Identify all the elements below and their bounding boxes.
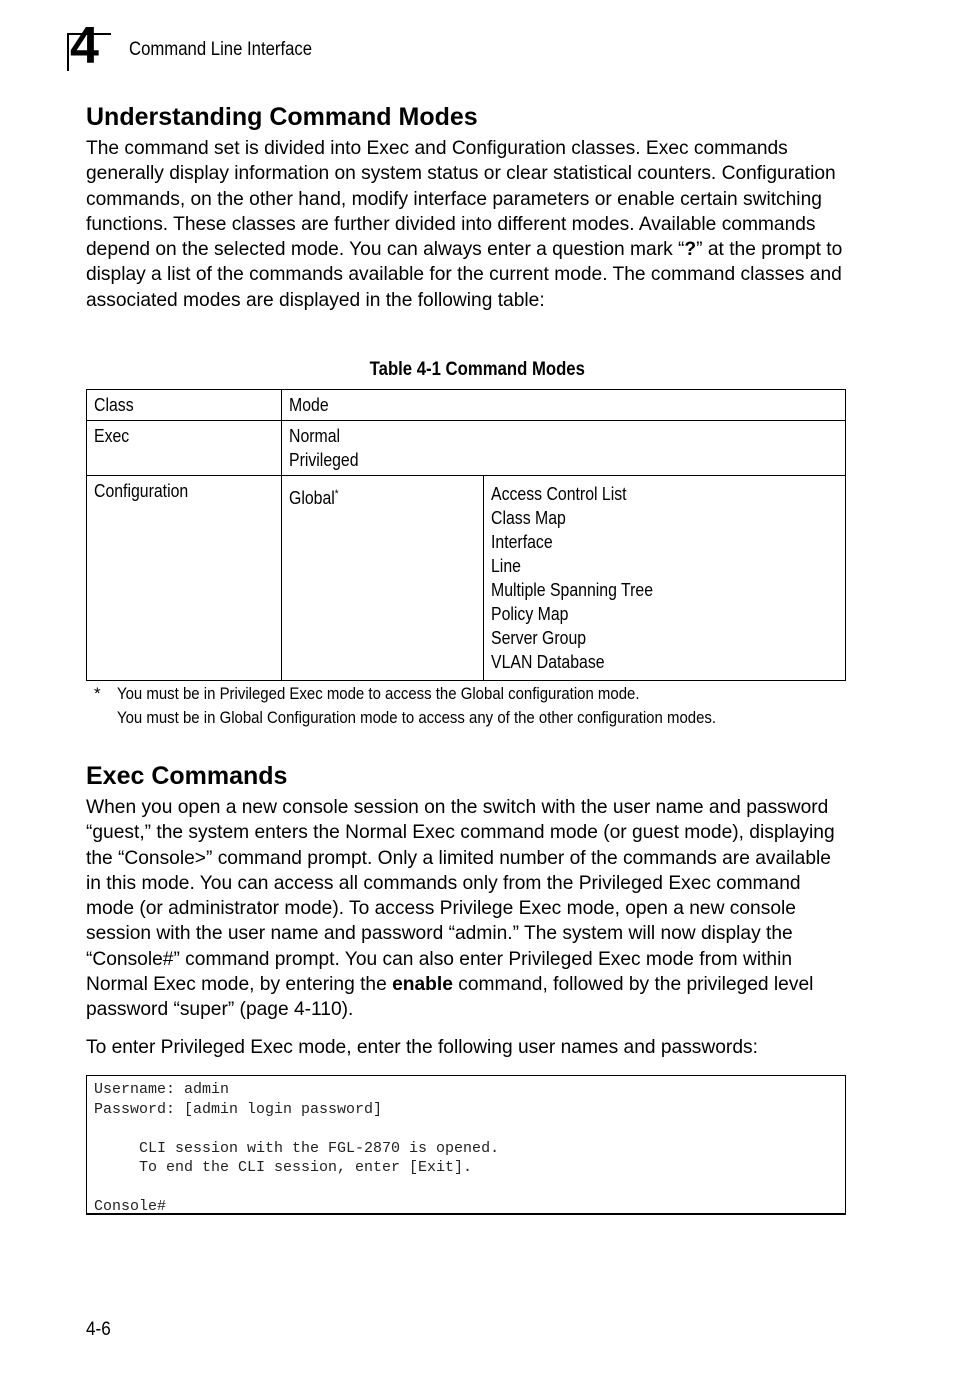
section-title-exec-commands: Exec Commands xyxy=(86,762,288,790)
section-title-command-modes: Understanding Command Modes xyxy=(86,103,478,131)
table-header-class: Class xyxy=(87,390,282,421)
table-cell-config-submodes xyxy=(484,476,846,681)
section-paragraph-exec-commands: When you open a new console session on the switch with the user name and password “guest,” the system enters the Normal Exec command mode (or guest mode), displaying the “Console>” command prompt. Only a limited number of the commands are available in this mode. You can access all commands only from the Privileged Exec command mode (or administrator mode). To access Privilege Exec mode, open a new console session with the user name and password “admin.” The system will now display the “Console#” command prompt. You can also enter Privileged Exec mode from within Normal Exec mode, by entering the enable command, followed by the privileged level password “super” (page 4-110). xyxy=(86,797,835,1021)
table-row-configuration xyxy=(87,476,846,681)
list-item: Class Map xyxy=(491,508,566,528)
table-footnote-mark: * xyxy=(94,684,101,703)
table-row-exec xyxy=(87,421,846,476)
section-paragraph-login-intro: To enter Privileged Exec mode, enter the following user names and passwords: xyxy=(86,1037,758,1058)
table-caption: Table 4-1 Command Modes xyxy=(369,359,585,380)
table-cell-exec-modes: Normal Privileged xyxy=(282,421,846,476)
table-footnote-line-2: You must be in Global Configuration mode to access any of the other configuration modes. xyxy=(117,708,717,727)
page-number: 4-6 xyxy=(86,1319,111,1340)
list-item: Multiple Spanning Tree xyxy=(491,580,654,600)
section-paragraph-command-modes: The command set is divided into Exec and Configuration classes. Exec commands generally display information on system status or clear statistical counters. Configuration commands, on the other hand, modify interface parameters or enable certain switching functions. These classes are further divided into different modes. Available commands depend on the selected mode. You can always enter a question mark “?” at the prompt to display a list of the commands available for the current mode. The command classes and associated modes are displayed in the following table: xyxy=(86,138,843,311)
command-modes-table xyxy=(86,389,846,681)
table-header-row xyxy=(87,390,846,421)
list-item: Line xyxy=(491,556,521,576)
list-item: Interface xyxy=(491,532,553,552)
chapter-number: 4 xyxy=(70,17,99,75)
list-item: Policy Map xyxy=(491,604,569,624)
list-item: Server Group xyxy=(491,628,587,648)
table-cell-exec-class: Exec xyxy=(87,421,282,476)
table-footnote-line-1: You must be in Privileged Exec mode to access the Global configuration mode. xyxy=(117,684,640,703)
table-cell-config-mode: Global* xyxy=(282,476,484,681)
running-title: Command Line Interface xyxy=(129,39,313,60)
list-item: Access Control List xyxy=(491,484,627,504)
list-item: VLAN Database xyxy=(491,652,605,672)
code-example: Username: admin Password: [admin login password] CLI session with the FGL-2870 is opened. To end the CLI session, enter [Exit]. Console# xyxy=(94,1081,500,1215)
table-header-mode: Mode xyxy=(282,390,846,421)
table-cell-config-class: Configuration xyxy=(87,476,282,681)
code-example-box xyxy=(86,1075,846,1215)
